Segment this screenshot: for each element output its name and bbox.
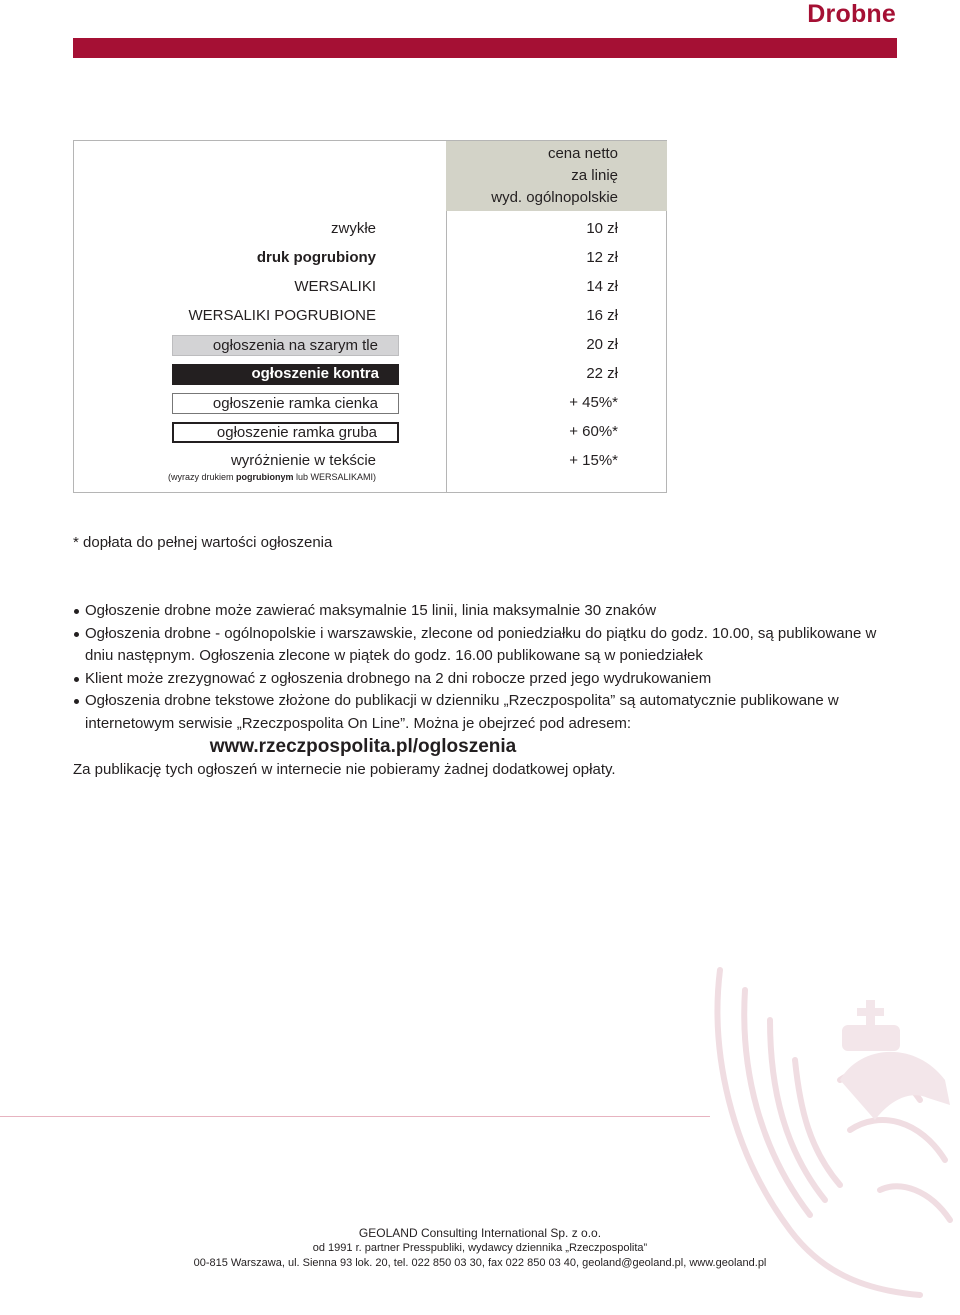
price-header-line: wyd. ogólnopolskie [491,189,618,206]
row-label-regular: zwykłe [330,220,376,237]
price-header-line: za linię [571,167,618,184]
ads-url-link[interactable]: www.rzeczpospolita.pl/ogloszenia [209,736,517,757]
row-label-grey-background: ogłoszenia na szarym tle [172,335,399,356]
price-table [73,140,667,493]
row-label-bold: druk pogrubiony [256,249,376,266]
footnote: * dopłata do pełnej wartości ogłoszenia [73,534,333,551]
title-bar [73,38,897,58]
row-label-caps-bold: WERSALIKI POGRUBIONE [188,307,376,324]
footer-address: 00-815 Warszawa, ul. Sienna 93 lok. 20, tel. 022 850 03 30, fax 022 850 03 40, geoland@geoland.pl, www.geoland.pl [193,1257,767,1269]
footer-company: GEOLAND Consulting International Sp. z o.o. [358,1226,602,1240]
note-prefix: (wyrazy drukiem [167,472,236,482]
price-header-line: cena netto [547,145,618,162]
row-price: 22 zł [586,365,618,382]
row-label-caps: WERSALIKI [294,278,376,295]
row-label-highlight: wyróżnienie w tekście [230,452,376,469]
note-bold: pogrubionym [235,472,294,482]
info-list [73,600,903,782]
page-title: Drobne [807,0,896,28]
note-suffix: lub WERSALIKAMI) [293,472,376,482]
row-price: 20 zł [586,336,618,353]
footer-partner: od 1991 r. partner Presspubliki, wydawcy dziennika „Rzeczpospolita” [312,1242,648,1254]
list-item: Klient może zrezygnować z ogłoszenia drobnego na 2 dni robocze przed jego wydrukowaniem [73,668,903,691]
row-price: + 45%* [569,394,618,411]
row-price: 14 zł [586,278,618,295]
row-label-contra: ogłoszenie kontra [172,364,399,385]
row-price: 16 zł [586,307,618,324]
footer-divider [0,1116,710,1117]
row-price: 12 zł [586,249,618,266]
row-label-thin-frame: ogłoszenie ramka cienka [172,393,399,414]
footer [0,1226,960,1271]
row-price: + 60%* [569,423,618,440]
row-price: + 15%* [569,452,618,469]
list-item: Ogłoszenia drobne - ogólnopolskie i warszawskie, zlecone od poniedziałku do piątku do godz. 10.00, są publikowane w dniu następnym. Ogłoszenia zlecone w piątek do godz. 16.00 publikowane są w poniedziałek [73,623,903,668]
list-item: Ogłoszenia drobne tekstowe złożone do publikacji w dzienniku „Rzeczpospolita” są automatycznie publikowane w internetowym serwisie „Rzeczpospolita On Line”. Można je obejrzeć pod adresem: [73,690,903,735]
row-price: 10 zł [586,220,618,237]
row-label-thick-frame: ogłoszenie ramka gruba [172,422,399,443]
list-item: Ogłoszenie drobne może zawierać maksymalnie 15 linii, linia maksymalnie 30 znaków [73,600,903,623]
closing-note: Za publikację tych ogłoszeń w internecie nie pobieramy żadnej dodatkowej opłaty. [73,761,616,778]
row-label-highlight-note [168,472,376,482]
